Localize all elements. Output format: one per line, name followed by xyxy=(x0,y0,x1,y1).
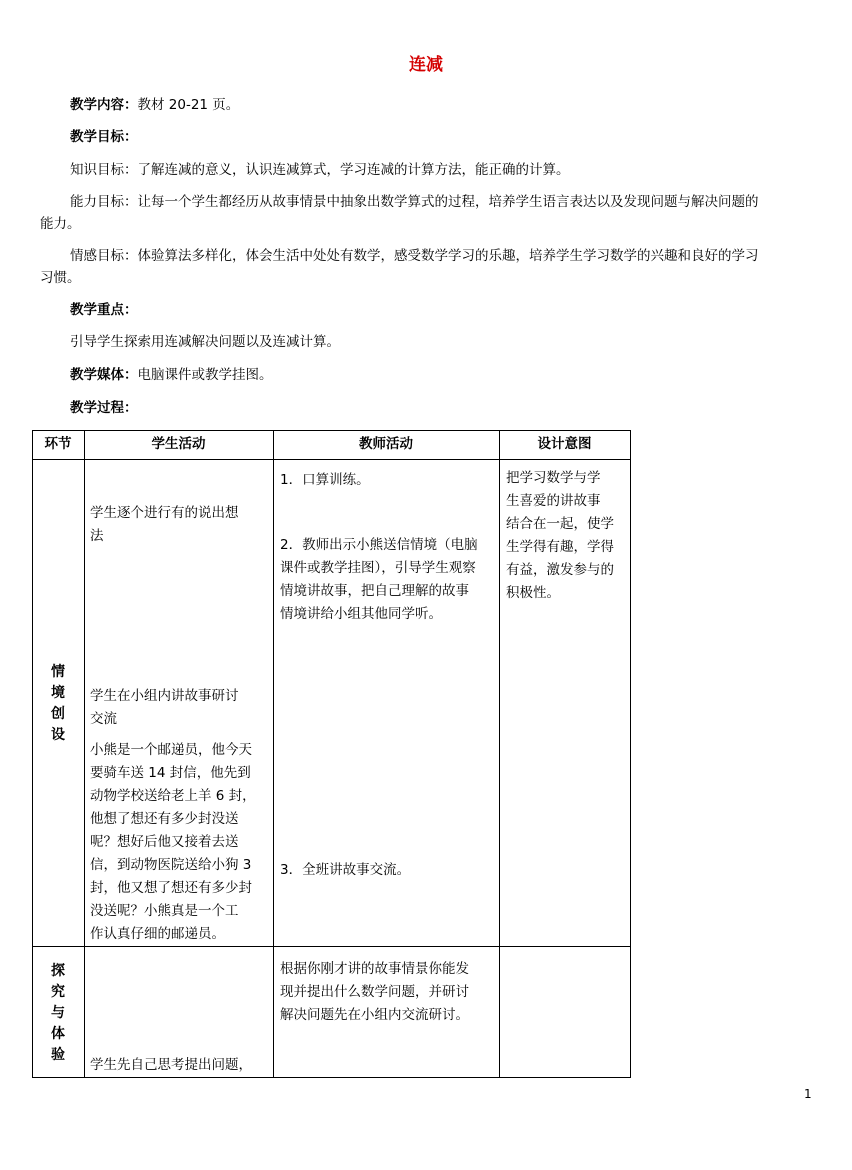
text-line: 2．教师出示小熊送信情境（电脑 xyxy=(280,537,478,553)
table-col-divider xyxy=(273,430,274,1078)
stage-char: 究 xyxy=(51,984,65,1000)
content-label: 教学内容： xyxy=(70,97,138,113)
stage-char: 验 xyxy=(51,1047,65,1063)
table-header-divider xyxy=(32,459,631,460)
student-activity-a xyxy=(90,502,239,548)
text-line: 法 xyxy=(90,528,104,544)
stage-label xyxy=(32,662,84,746)
design-intent xyxy=(506,467,614,605)
process-heading: 教学过程： xyxy=(70,400,138,416)
table-border-bottom xyxy=(32,1077,631,1078)
key-points-heading: 教学重点： xyxy=(70,302,138,318)
text-line: 呢？想好后他又接着去送 xyxy=(90,834,239,850)
emotion-goal-line1: 情感目标：体验算法多样化，体会生活中处处有数学，感受数学学习的乐趣，培养学生学习数学的兴趣和良好的学习 xyxy=(70,248,759,264)
goals-heading: 教学目标： xyxy=(70,129,138,145)
header-student-activity: 学生活动 xyxy=(151,436,206,452)
student-activity: 学生先自己思考提出问题， xyxy=(90,1057,252,1073)
text-line: 要骑车送 14 封信，他先到 xyxy=(90,765,251,781)
text-line: 信，到动物医院送给小狗 3 xyxy=(90,857,252,873)
text-line: 生学得有趣，学得 xyxy=(506,539,614,555)
stage-char: 与 xyxy=(51,1005,65,1021)
ability-goal-line2: 能力。 xyxy=(40,216,81,232)
stage-char: 情 xyxy=(51,664,65,680)
text-line: 封，他又想了想还有多少封 xyxy=(90,880,252,896)
text-line: 积极性。 xyxy=(506,585,560,601)
header-design-intent: 设计意图 xyxy=(537,436,592,452)
table-border-right xyxy=(630,430,631,1078)
teacher-activity xyxy=(280,958,469,1027)
text-line: 把学习数学与学 xyxy=(506,470,601,486)
stage-char: 创 xyxy=(51,706,65,722)
media-value: 电脑课件或教学挂图。 xyxy=(137,367,273,383)
teacher-activity-a: 1．口算训练。 xyxy=(280,472,370,488)
text-line: 学生逐个进行有的说出想 xyxy=(90,505,239,521)
knowledge-goal: 知识目标：了解连减的意义，认识连减算式，学习连减的计算方法，能正确的计算。 xyxy=(70,162,570,178)
stage-char: 境 xyxy=(51,685,65,701)
text-line: 有益，激发参与的 xyxy=(506,562,614,578)
text-line: 小熊是一个邮递员，他今天 xyxy=(90,742,252,758)
text-line: 结合在一起，使学 xyxy=(506,516,614,532)
header-stage: 环节 xyxy=(44,436,72,452)
text-line: 情境讲故事，把自己理解的故事 xyxy=(280,583,469,599)
teacher-activity-c: 3．全班讲故事交流。 xyxy=(280,862,411,878)
student-activity-story xyxy=(90,739,256,946)
media-label: 教学媒体： xyxy=(70,367,138,383)
text-line: 交流 xyxy=(90,711,117,727)
page-number: 1 xyxy=(804,1087,812,1101)
emotion-goal-line2: 习惯。 xyxy=(40,270,81,286)
student-activity-b xyxy=(90,685,239,731)
media-line xyxy=(70,364,816,386)
text-line: 作认真仔细的邮递员。 xyxy=(90,926,225,942)
header-teacher-activity: 教师活动 xyxy=(359,436,413,452)
stage-char: 设 xyxy=(51,727,65,743)
teacher-activity-b xyxy=(280,534,478,626)
text-line: 没送呢？小熊真是一个工 xyxy=(90,903,239,919)
text-line: 课件或教学挂图），引导学生观察 xyxy=(280,560,476,576)
text-line: 学生在小组内讲故事研讨 xyxy=(90,688,239,704)
text-line: 情境讲给小组其他同学听。 xyxy=(280,606,442,622)
ability-goal-line1: 能力目标：让每一个学生都经历从故事情景中抽象出数学算式的过程，培养学生语言表达以及发现问题与解决问题的 xyxy=(70,194,759,210)
text-line: 他想了想还有多少封没送 xyxy=(90,811,239,827)
content-line xyxy=(70,94,816,116)
table-row-divider xyxy=(32,946,631,947)
table-col-divider xyxy=(499,430,500,1078)
key-points-value: 引导学生探索用连减解决问题以及连减计算。 xyxy=(70,334,340,350)
stage-label xyxy=(32,961,84,1066)
page-title: 连减 xyxy=(409,55,443,75)
stage-char: 探 xyxy=(51,963,65,979)
lesson-table xyxy=(32,430,631,1078)
text-line: 现并提出什么数学问题，并研讨 xyxy=(280,984,469,1000)
table-col-divider xyxy=(84,430,85,1078)
content-value: 教材 20-21 页。 xyxy=(137,97,240,113)
text-line: 动物学校送给老上羊 6 封， xyxy=(90,788,256,804)
stage-char: 体 xyxy=(51,1026,65,1042)
text-line: 根据你刚才讲的故事情景你能发 xyxy=(280,961,469,977)
text-line: 解决问题先在小组内交流研讨。 xyxy=(280,1007,469,1023)
text-line: 生喜爱的讲故事 xyxy=(506,493,601,509)
